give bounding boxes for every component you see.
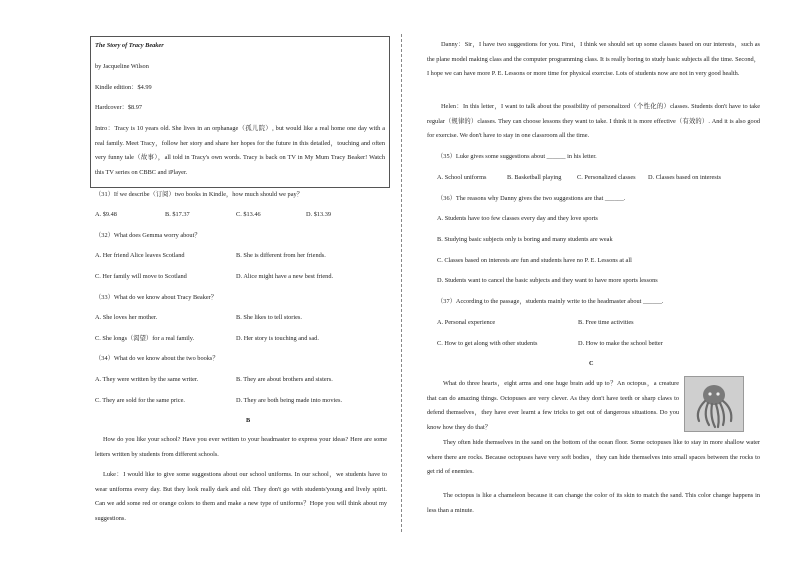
q35-option-a[interactable]: A. School uniforms: [437, 174, 487, 181]
q31-option-d[interactable]: D. $13.39: [306, 211, 332, 218]
q37-option-c[interactable]: C. How to get along with other students: [437, 340, 538, 347]
column-divider: [401, 34, 402, 532]
q36-option-d[interactable]: D. Students want to cancel the basic subjects and they want to have more sports lessons: [437, 277, 658, 284]
hardcover-price: Hardcover：$8.97: [95, 104, 143, 111]
octopus-illustration: [684, 376, 744, 432]
book-title: The Story of Tracy Beaker: [95, 42, 164, 49]
q33-option-b[interactable]: B. She likes to tell stories.: [236, 314, 302, 321]
helen-letter: Helen：In this letter，I want to talk about the possibility of personalized（个性化的）classes. Students don't have to take regular（规律的）classes. They can choose lessons they want to take. I think it is more effective（有效的）. And it is also good for exercise. We don't have to stay in one classroom all the time.: [427, 103, 760, 140]
q34-option-c[interactable]: C. They are sold for the same price.: [95, 397, 185, 404]
octopus-paragraph-1: What do three hearts，eight arms and one huge brain add up to？An octopus，a creature that can do amazing things. Octopuses are very clever. As they don't have teeth or sharp claws to defend themselves，they have ever learnt a few tricks to get out of dangerous situations. Do you know how they do that？: [427, 380, 679, 431]
section-b-heading: B: [246, 417, 251, 424]
q37-stem: （37）According to the passage，students mainly write to the headmaster about ______.: [437, 298, 664, 305]
q34-option-a[interactable]: A. They were written by the same writer.: [95, 376, 199, 383]
q32-option-d[interactable]: D. Alice might have a new best friend.: [236, 273, 334, 280]
q31-option-b[interactable]: B. $17.37: [165, 211, 190, 218]
danny-letter: Danny：Sir，I have two suggestions for you. First，I think we should set up some classes based on our interests，such as the plane model making class and the computer programming class. It is really boring to study basic subjects all the time. Second，I hope we can have more P. E. Lessons or more time for physical exercise. Lots of students now are not in very good health.: [427, 41, 760, 78]
section-b-intro: How do you like your school? Have you ever written to your headmaster to express your ideas? Here are some letters written by students from different schools.: [95, 436, 387, 458]
q33-option-a[interactable]: A. She loves her mother.: [95, 314, 158, 321]
q35-option-c[interactable]: C. Personalized classes: [577, 174, 636, 181]
q33-stem: （33）What do we know about Tracy Beaker？: [95, 294, 218, 301]
q37-option-b[interactable]: B. Free time activities: [578, 319, 634, 326]
q35-stem: （35）Luke gives some suggestions about ______ in his letter.: [437, 153, 597, 160]
q32-option-a[interactable]: A. Her friend Alice leaves Scotland: [95, 252, 185, 259]
q31-option-c[interactable]: C. $13.46: [236, 211, 261, 218]
q36-option-c[interactable]: C. Classes based on interests are fun and students have no P. E. Lessons at all: [437, 257, 632, 264]
q35-option-d[interactable]: D. Classes based on interests: [648, 174, 721, 181]
q36-stem: （36）The reasons why Danny gives the two suggestions are that ______.: [437, 195, 626, 202]
q34-option-b[interactable]: B. They are about brothers and sisters.: [236, 376, 333, 383]
q37-option-a[interactable]: A. Personal experience: [437, 319, 496, 326]
kindle-price: Kindle edition：$4.99: [95, 84, 152, 91]
q35-option-b[interactable]: B. Basketball playing: [507, 174, 562, 181]
luke-letter: Luke：I would like to give some suggestions about our school uniforms. In our school，we students have to wear uniforms every day. But they look really dark and old. They don't go with students'young and lively spirit. Can we add some red or orange colors to them and make a new type of uniforms？Hope you will think about my suggestions.: [95, 471, 387, 522]
octopus-icon: [685, 377, 743, 431]
q36-option-b[interactable]: B. Studying basic subjects only is boring and many students are weak: [437, 236, 613, 243]
q34-option-d[interactable]: D. They are both being made into movies.: [236, 397, 343, 404]
q31-stem: （31）If we describe（订阅）two books in Kindle，how much should we pay？: [95, 191, 303, 198]
section-c-heading: C: [589, 360, 594, 367]
octopus-paragraph-3: The octopus is like a chameleon because it can change the color of its skin to match the sand. This color change happens in less than a minute.: [427, 492, 760, 514]
q33-option-c[interactable]: C. She longs（渴望）for a real family.: [95, 335, 195, 342]
q34-stem: （34）What do we know about the two books？: [95, 355, 219, 362]
book-intro: Intro：Tracy is 10 years old. She lives in an orphanage（孤儿院）, but would like a real home one day with a real family. Meet Tracy，follow her story and share her hopes for the future in this detailed，touching and often very funny tale（故事），all told in Tracy's own words. Tracy is back on TV in My Mum Tracy Beaker! Watch this TV series on CBBC and iPlayer.: [95, 125, 385, 176]
q33-option-d[interactable]: D. Her story is touching and sad.: [236, 335, 319, 342]
q32-option-c[interactable]: C. Her family will move to Scotland: [95, 273, 187, 280]
q36-option-a[interactable]: A. Students have too few classes every day and they love sports: [437, 215, 598, 222]
q31-option-a[interactable]: A. $9.48: [95, 211, 117, 218]
book-author: by Jacqueline Wilson: [95, 63, 149, 70]
q32-stem: （32）What does Gemma worry about？: [95, 232, 201, 239]
q32-option-b[interactable]: B. She is different from her friends.: [236, 252, 326, 259]
q37-option-d[interactable]: D. How to make the school better: [578, 340, 663, 347]
octopus-paragraph-2: They often hide themselves in the sand on the bottom of the ocean floor. Some octopuses like to stay in more shallow water where there are rocks. Because octopuses have very soft bodies，they can hide themselves into small spaces between the rocks to get rid of enemies.: [427, 439, 760, 476]
